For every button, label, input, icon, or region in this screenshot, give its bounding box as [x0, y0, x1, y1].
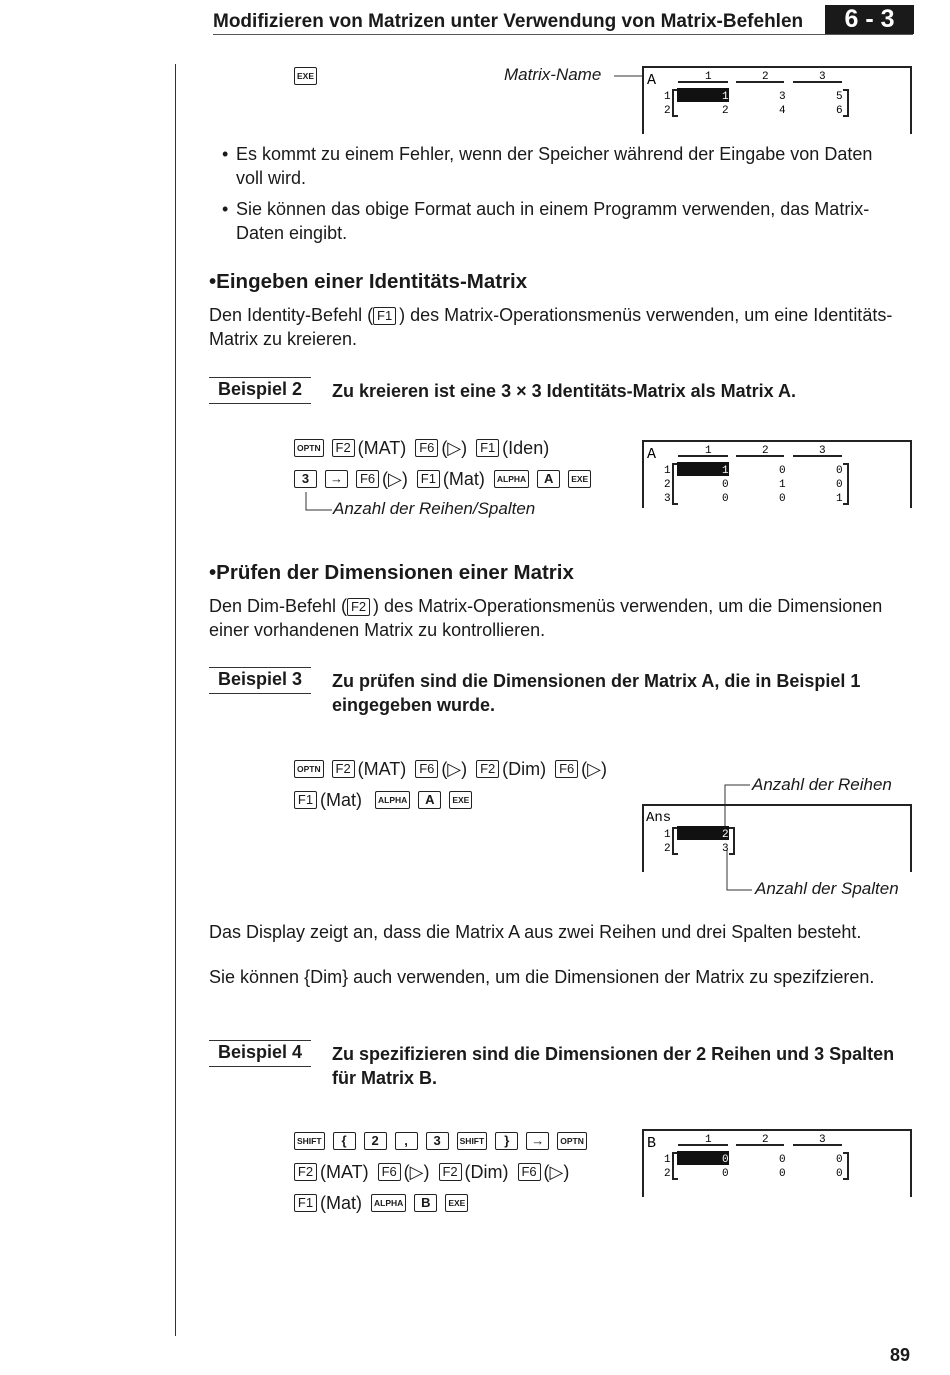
screen-col-header: 2 [762, 71, 769, 83]
key-alpha: ALPHA [494, 470, 529, 488]
key-sequence-line: OPTN F2 (MAT) F6 (▷) F1 (Iden) [294, 435, 553, 459]
key-arrow-store: → [325, 470, 348, 488]
chapter-number-badge: 6 - 3 [825, 5, 914, 34]
screen-cell: 0 [836, 465, 843, 477]
screen-cell: 0 [779, 1168, 786, 1180]
key-f6: F6 [415, 439, 438, 457]
calculator-screen-identity [642, 440, 912, 510]
key-exe: EXE [568, 470, 591, 488]
screen-cell: 0 [779, 1154, 786, 1166]
screen-cell-selected: 1 [722, 465, 729, 477]
key-optn: OPTN [294, 439, 324, 457]
screen-row-header: 2 [664, 1168, 671, 1180]
key-exe: EXE [294, 67, 317, 85]
key-a: A [537, 470, 560, 488]
screen-row-header: 1 [664, 91, 671, 103]
page-number: 89 [890, 1345, 911, 1365]
screen-col-header: 3 [819, 1134, 826, 1146]
screen-row-header: 2 [664, 479, 671, 491]
key-f1: F1 [476, 439, 499, 457]
page-header-title: Modifizieren von Matrizen unter Verwendung von Matrix-Befehlen [213, 11, 804, 32]
key-f1: F1 [294, 1194, 317, 1212]
example-label: Beispiel 3 [209, 667, 311, 694]
key-sequence-line: F1 (Mat) ALPHA A EXE [294, 787, 475, 811]
bullet-item: • Sie können das obige Format auch in einem Programm verwenden, das Matrix-Daten eingibt. [222, 199, 870, 243]
screen-cell: 0 [836, 479, 843, 491]
screen-cell: 0 [779, 465, 786, 477]
screen-matrix-name: B [647, 1135, 657, 1152]
screen-cell: 0 [722, 493, 729, 505]
cols-annotation: Anzahl der Spalten [755, 879, 899, 898]
key-sequence-line: F1 (Mat) ALPHA B EXE [294, 1190, 471, 1214]
key-alpha: ALPHA [375, 791, 410, 809]
screen-matrix-name: Ans [646, 810, 672, 826]
screen-cell: 6 [836, 105, 843, 117]
screen-cell: 5 [836, 91, 843, 103]
matrix-name-annotation: Matrix-Name [504, 65, 602, 84]
key-optn: OPTN [294, 760, 324, 778]
screen-col-header: 3 [819, 445, 826, 457]
key-f1: F1 [373, 307, 396, 325]
key-f1: F1 [294, 791, 317, 809]
key-3: 3 [294, 470, 317, 488]
rows-annotation: Anzahl der Reihen [752, 775, 892, 794]
key-f6: F6 [555, 760, 578, 778]
section-heading-identity: •Eingeben einer Identitäts-Matrix [209, 270, 528, 293]
key-b: B [414, 1194, 437, 1212]
section-heading-dimensions: •Prüfen der Dimensionen einer Matrix [209, 561, 574, 584]
screen-cell: 0 [779, 493, 786, 505]
screen-row-header: 1 [664, 465, 671, 477]
screen-col-header: 1 [705, 1134, 712, 1146]
intro-key-sequence [294, 63, 320, 87]
section-dimensions-paragraph: Den Dim-Befehl ( F2 ) des Matrix-Operationsmenüs verwenden, um die Dimensionen einer vorhandenen Matrix zu kontrollieren. [209, 596, 883, 640]
section-identity-paragraph: Den Identity-Befehl ( F1 ) des Matrix-Operationsmenüs verwenden, um eine Identitäts-Matrix zu kreieren. [209, 305, 893, 349]
screen-cell-selected: 2 [722, 829, 729, 841]
screen-cell: 0 [722, 1168, 729, 1180]
key-3: 3 [426, 1132, 449, 1150]
screen-row-header: 2 [664, 843, 671, 855]
calculator-screen-matrix-b [642, 1129, 912, 1199]
screen-row-header: 1 [664, 829, 671, 841]
key-f6: F6 [518, 1163, 541, 1181]
key-sequence-line: F2 (MAT) F6 (▷) F2 (Dim) F6 (▷) [294, 1159, 573, 1183]
annotation-leader-rows-cols [296, 490, 336, 520]
screen-matrix-name: A [647, 446, 657, 463]
screen-row-header: 3 [664, 493, 671, 505]
key-f2: F2 [476, 760, 499, 778]
screen-row-header: 2 [664, 105, 671, 117]
example-text: Zu spezifizieren sind die Dimensionen der 2 Reihen und 3 Spalten für Matrix B. [332, 1044, 895, 1088]
screen-col-header: 1 [705, 445, 712, 457]
screen-col-header: 3 [819, 71, 826, 83]
screen-cell: 4 [779, 105, 786, 117]
example-label: Beispiel 2 [209, 377, 311, 404]
key-close-brace: } [495, 1132, 518, 1150]
key-f6: F6 [378, 1163, 401, 1181]
example-label: Beispiel 4 [209, 1040, 311, 1067]
screen-col-header: 2 [762, 445, 769, 457]
screen-col-header: 2 [762, 1134, 769, 1146]
display-explanation-paragraph: Das Display zeigt an, dass die Matrix A aus zwei Reihen und drei Spalten besteht. [209, 922, 862, 942]
key-comma: , [395, 1132, 418, 1150]
key-f2: F2 [332, 760, 355, 778]
key-exe: EXE [445, 1194, 468, 1212]
key-shift: SHIFT [294, 1132, 325, 1150]
key-a: A [418, 791, 441, 809]
header-rule [213, 34, 913, 35]
screen-col-header: 1 [705, 71, 712, 83]
key-sequence-line: OPTN F2 (MAT) F6 (▷) F2 (Dim) F6 (▷) [294, 756, 611, 780]
key-2: 2 [364, 1132, 387, 1150]
screen-cell-selected: 1 [722, 91, 729, 103]
margin-rule [175, 64, 176, 1336]
screen-cell: 3 [722, 843, 729, 855]
key-f1: F1 [417, 470, 440, 488]
key-arrow-store: → [526, 1132, 549, 1150]
screen-cell: 0 [722, 479, 729, 491]
dim-usage-paragraph: Sie können {Dim} auch verwenden, um die Dimensionen der Matrix zu spezifzieren. [209, 967, 875, 987]
example-text: Zu prüfen sind die Dimensionen der Matrix A, die in Beispiel 1 eingegeben wurde. [332, 671, 861, 715]
screen-cell-selected: 0 [722, 1154, 729, 1166]
key-sequence-line: 3 → F6 (▷) F1 (Mat) ALPHA A EXE [294, 466, 594, 490]
key-shift: SHIFT [457, 1132, 488, 1150]
key-exe: EXE [449, 791, 472, 809]
screen-row-header: 1 [664, 1154, 671, 1166]
key-alpha: ALPHA [371, 1194, 406, 1212]
screen-cell: 0 [836, 1154, 843, 1166]
key-f6: F6 [356, 470, 379, 488]
screen-matrix-name: A [647, 72, 657, 89]
key-optn: OPTN [557, 1132, 587, 1150]
rows-cols-annotation: Anzahl der Reihen/Spalten [333, 499, 536, 518]
key-f2: F2 [439, 1163, 462, 1181]
key-f6: F6 [415, 760, 438, 778]
screen-cell: 1 [779, 479, 786, 491]
example-text: Zu kreieren ist eine 3 × 3 Identitäts-Matrix als Matrix A. [332, 381, 796, 401]
screen-cell: 0 [836, 1168, 843, 1180]
key-sequence-line [294, 1128, 590, 1152]
screen-cell: 3 [779, 91, 786, 103]
screen-cell: 2 [722, 105, 729, 117]
screen-cell: 1 [836, 493, 843, 505]
calculator-screen-matrix-a [642, 66, 912, 136]
bullet-item: • Es kommt zu einem Fehler, wenn der Speicher während der Eingabe von Daten voll wird. [222, 144, 873, 188]
key-f2: F2 [347, 598, 370, 616]
key-f2: F2 [332, 439, 355, 457]
key-f2: F2 [294, 1163, 317, 1181]
key-open-brace: { [333, 1132, 356, 1150]
calculator-screen-ans [642, 804, 912, 874]
